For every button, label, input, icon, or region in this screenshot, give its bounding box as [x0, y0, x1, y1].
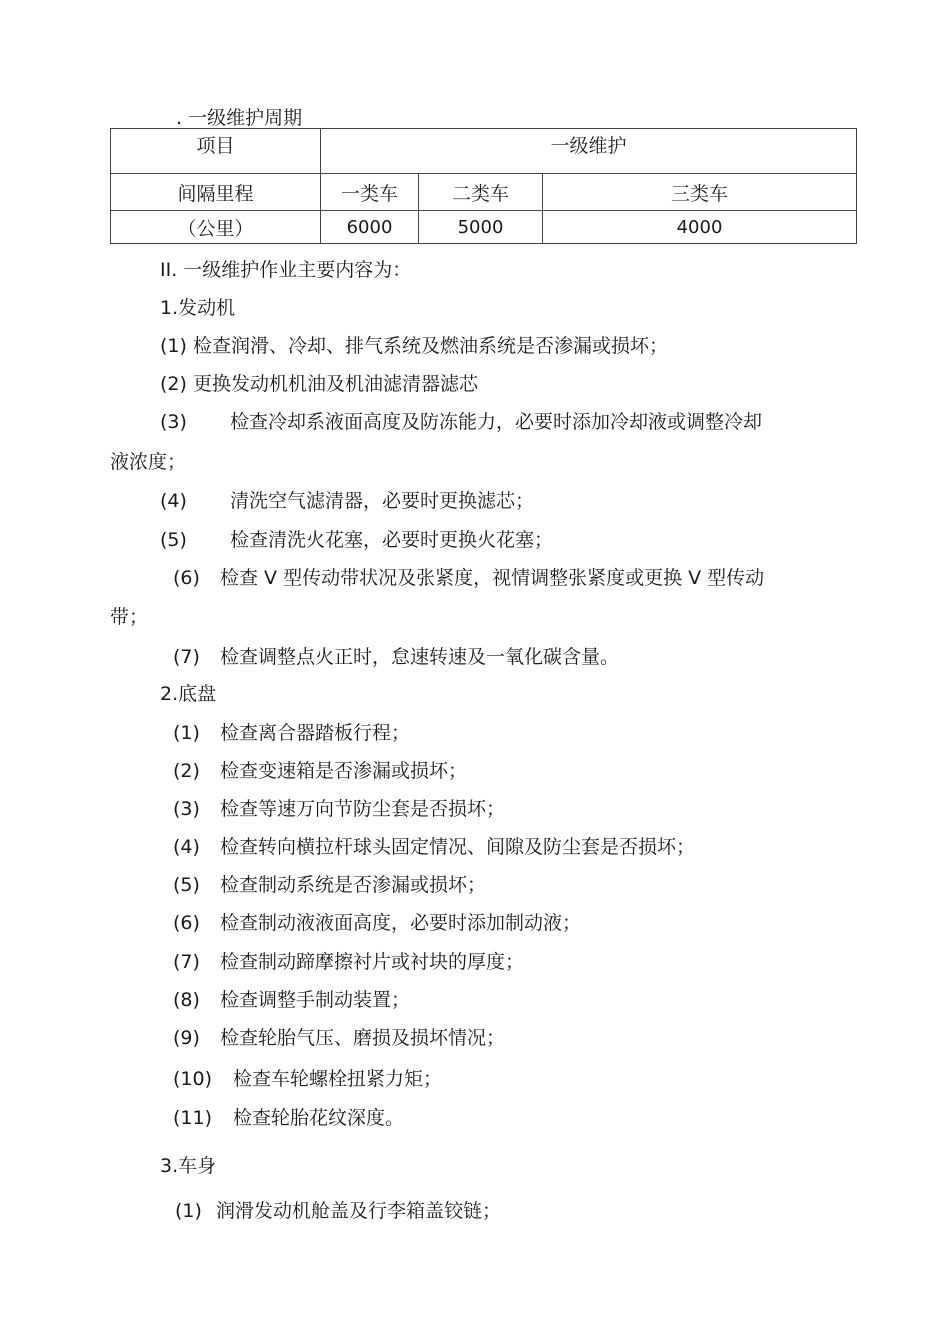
item-text: 检查车轮螺栓扭紧力矩；: [233, 1068, 443, 1090]
item-text: 清洗空气滤清器，必要时更换滤芯；: [230, 490, 535, 512]
header-item-cell: 项目: [111, 129, 321, 174]
item-number: (2): [160, 373, 187, 395]
value-cell: 4000: [543, 211, 857, 244]
class-cell: 二类车: [419, 174, 543, 211]
item-number: (1): [160, 335, 187, 357]
item-number: (2): [173, 760, 200, 782]
item-number: (6): [173, 567, 200, 589]
item-text: 检查制动系统是否渗漏或损坏；: [220, 874, 487, 896]
item-text: 检查制动液液面高度，必要时添加制动液；: [220, 912, 582, 934]
table-class-row: [111, 174, 857, 211]
value-cell: 5000: [419, 211, 543, 244]
table-title: . 一级维护周期: [176, 107, 303, 129]
maintenance-interval-table: [110, 128, 857, 244]
value-cell: 6000: [321, 211, 419, 244]
item-text: 检查润滑、冷却、排气系统及燃油系统是否渗漏或损坏；: [192, 335, 668, 357]
item-number: (4): [173, 836, 200, 858]
item-text: 检查等速万向节防尘套是否损坏；: [220, 798, 506, 820]
body-title: 3.车身: [160, 1155, 217, 1177]
item-number: (10): [173, 1068, 213, 1090]
list-item: [160, 372, 478, 396]
item-text: 检查清洗火花塞，必要时更换火花塞；: [230, 529, 554, 551]
table-value-row: [111, 211, 857, 244]
item-text: 检查 V 型传动带状况及张紧度，视情调整张紧度或更换 V 型传动: [220, 567, 765, 589]
item-text: 检查离合器踏板行程；: [220, 722, 411, 744]
item-text: 检查调整点火正时，怠速转速及一氧化碳含量。: [220, 646, 620, 668]
item-text: 检查冷却系液面高度及防冻能力，必要时添加冷却液或调整冷却: [230, 411, 763, 433]
item-text: 检查制动蹄摩擦衬片或衬块的厚度；: [220, 951, 525, 973]
item-number: (6): [173, 912, 200, 934]
item-number: (7): [173, 951, 200, 973]
item-text: 更换发动机机油及机油滤清器滤芯: [192, 373, 478, 395]
item-number: (8): [173, 989, 200, 1011]
item-number: (3): [173, 798, 200, 820]
item-text: 检查转向横拉杆球头固定情况、间隙及防尘套是否损坏；: [220, 836, 696, 858]
section-heading: II. 一级维护作业主要内容为：: [160, 259, 412, 281]
item-text: 润滑发动机舱盖及行李箱盖铰链；: [216, 1200, 502, 1222]
item-text: 检查轮胎气压、磨损及损坏情况；: [220, 1027, 506, 1049]
row-label-line2: （公里）: [111, 211, 321, 244]
item-number: (5): [160, 529, 187, 551]
header-maint-cell: 一级维护: [321, 129, 857, 174]
item-text: 检查变速箱是否渗漏或损坏；: [220, 760, 468, 782]
class-cell: 一类车: [321, 174, 419, 211]
list-item: [160, 334, 668, 358]
chassis-title: 2.底盘: [160, 683, 217, 705]
item-number: (5): [173, 874, 200, 896]
table-header-row: [111, 129, 857, 174]
item-number: (1): [173, 722, 200, 744]
item-number: (4): [160, 490, 187, 512]
item-text: 检查调整手制动装置；: [220, 989, 411, 1011]
class-cell: 三类车: [543, 174, 857, 211]
item-number: (1): [175, 1200, 202, 1222]
item-number: (9): [173, 1027, 200, 1049]
row-label-line1: 间隔里程: [111, 174, 321, 211]
item-number: (7): [173, 646, 200, 668]
item-text: 检查轮胎花纹深度。: [233, 1107, 405, 1129]
item-text-continued: 液浓度；: [110, 451, 187, 473]
engine-title: 1.发动机: [160, 297, 236, 319]
item-number: (3): [160, 411, 187, 433]
item-text-continued: 带；: [110, 606, 149, 628]
item-number: (11): [173, 1107, 213, 1129]
